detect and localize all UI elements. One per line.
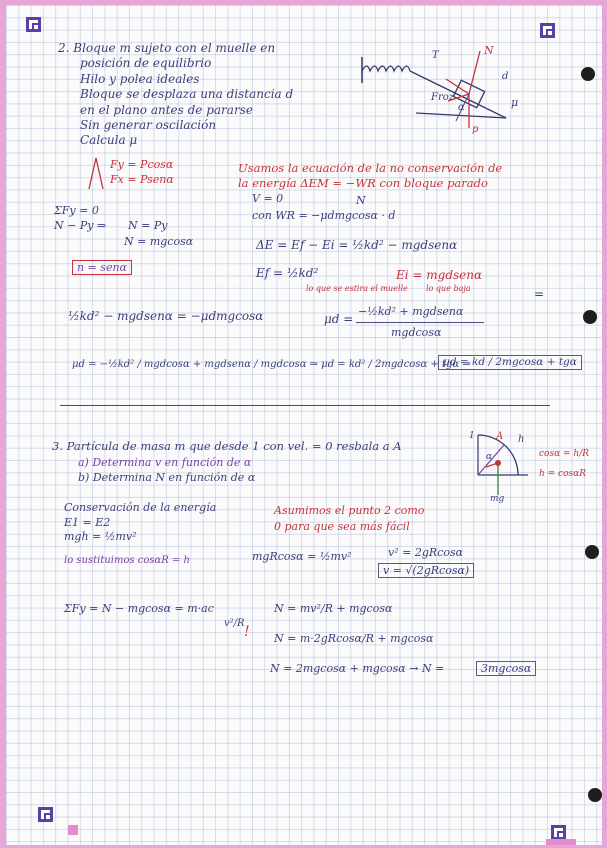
assume-text-line: Asumimos el punto 2 como (274, 504, 425, 517)
v-final-result: v = √(2gRcosα) (378, 563, 474, 578)
mgh-eq: mgh = ½mv² (64, 530, 137, 543)
bar-mark: ! (244, 624, 250, 640)
n-final-result: 3mgcosα (476, 661, 536, 676)
mud-numerator: −½kd² + mgdsenα (358, 305, 464, 318)
section-divider (60, 405, 550, 406)
p3-statement-line: b) Determina N en función de α (78, 471, 256, 484)
corner-marker-top-left (26, 17, 41, 32)
diagram-label-alpha: α (458, 102, 465, 113)
binder-hole (585, 545, 599, 559)
delta-e: ΔE = Ef − Ei = ½kd² − mgdsenα (256, 238, 458, 252)
diagram-label-mg: mg (490, 494, 505, 504)
eq-sign: = (534, 287, 545, 301)
diagram-label-one: 1 (469, 431, 475, 441)
main-equation: ½kd² − mgdsenα = −μdmgcosα (68, 309, 264, 323)
mgrcos-eq: mgRcosα = ½mv² (252, 550, 352, 563)
pink-bar-bottom-left (68, 825, 78, 835)
diagram-label-p: p (472, 124, 479, 135)
v-zero: V = 0 (252, 192, 284, 205)
pink-bar-bottom (546, 839, 576, 845)
n-eq-py: N = Py (128, 219, 168, 232)
binder-hole (588, 788, 602, 802)
assume-text-line: 0 para que sea más fácil (274, 520, 410, 533)
ef-note: lo que se estira el muelle (306, 284, 408, 293)
p3-statement-line: 3. Partícula de masa m que desde 1 con vel. = 0 resbala a A (52, 439, 402, 453)
cos-note: cosα = h/R (539, 449, 590, 459)
ac-fraction: v²/R (224, 618, 245, 629)
diagram-label-mu: μ (511, 96, 519, 109)
e1-e2: E1 = E2 (64, 516, 111, 529)
energy-text-line: la energía ΔEM = −WR con bloque parado (238, 176, 488, 190)
diagram-label-alpha: α (486, 452, 493, 462)
p2-statement-line: Bloque se desplaza una distancia d (80, 87, 294, 101)
ei-note: lo que baja (426, 284, 471, 293)
n-label: N (356, 194, 366, 207)
wr-equation: con WR = −μdmgcosα · d (252, 209, 396, 222)
fraction-bar (356, 322, 484, 323)
force-axis-sketch (86, 155, 106, 191)
binder-hole (581, 67, 595, 81)
final-mu-result: μd = kd / 2mgcosα + tgα (438, 355, 582, 370)
v-squared: v² = 2gRcosα (388, 546, 464, 559)
corner-marker-top-right (540, 23, 555, 38)
n-eq-mgcos: N = mgcosα (124, 235, 194, 248)
sustituimos-note: lo sustituimos cosαR = h (64, 555, 191, 566)
p2-statement-line: en el plano antes de pararse (80, 103, 253, 117)
h-note: h = cosαR (539, 469, 586, 479)
diagram-label-a: A (496, 431, 504, 442)
mud-denominator: mgdcosα (391, 326, 442, 339)
force-fy: Fy = Pcosα (110, 158, 174, 171)
diagram-label-n: N (484, 44, 494, 57)
boxed-n: n = senα (72, 260, 132, 275)
p3-sum-fy: ΣFy = N − mgcosα = m·ac (64, 602, 214, 615)
diagram-label-t: T (432, 50, 439, 61)
corner-marker-bottom-right (551, 825, 566, 840)
ef: Ef = ½kd² (256, 266, 319, 280)
p3-statement-line: a) Determina v en función de α (78, 456, 252, 469)
sum-fy: ΣFy = 0 (54, 204, 99, 217)
p2-statement-line: posición de equilibrio (80, 56, 212, 70)
ei: Ei = mgdsenα (396, 268, 483, 282)
energy-title: Conservación de la energía (64, 501, 217, 514)
p2-statement-line: 2. Bloque m sujeto con el muelle en (58, 41, 276, 55)
diagram-label-h: h (518, 434, 525, 445)
mu-derivation-line: μd = −½kd² / mgdcosα + mgdsenα / mgdcosα ⇒ μd = kd² / 2mgdcosα + tgα ⇒ (72, 359, 471, 370)
binder-hole (583, 310, 597, 324)
energy-text-line: Usamos la ecuación de la no conservación de (238, 161, 503, 175)
n-minus-py: N − Py ⇒ (54, 219, 107, 232)
n-eq-2: N = m·2gRcosα/R + mgcosα (274, 632, 434, 645)
p2-statement-line: Hilo y polea ideales (80, 72, 200, 86)
diagram-label-d: d (502, 71, 509, 82)
n-eq-1: N = mv²/R + mgcosα (274, 602, 393, 615)
n-eq-3: N = 2mgcosα + mgcosα → N = (270, 662, 445, 675)
force-fx: Fx = Psenα (110, 173, 174, 186)
corner-marker-bottom-left (38, 807, 53, 822)
p2-statement-line: Calcula μ (80, 133, 138, 147)
diagram-label-froz: Froz (431, 92, 455, 103)
notebook-page (6, 5, 602, 845)
p2-statement-line: Sin generar oscilación (80, 118, 217, 132)
mud-label: μd = (324, 312, 354, 326)
